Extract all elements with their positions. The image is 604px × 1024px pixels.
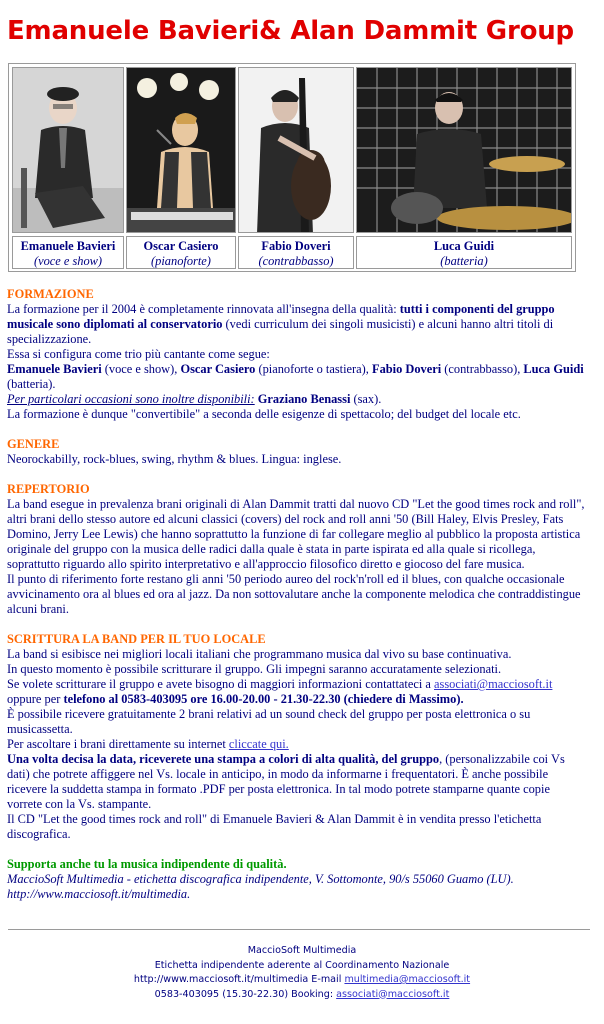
footer-booking-link[interactable]: associati@macciosoft.it [336,988,450,1000]
footer-phone [0,988,604,1003]
member-role: (batteria) [440,254,488,268]
footer-text: http://www.macciosoft.it/multimedia E-mail [133,974,345,985]
footer-tagline: Etichetta indipendente aderente al Coordinamento Nazionale [154,959,450,971]
body-text: Il CD "Let the good times rock and roll" di Emanuele Bavieri & Alan Dammit è in vendita presso l'etichetta discografica. [7,812,542,841]
body-bold: tutti i componenti del gruppo musicale sono diplomati al conservatorio [7,302,555,331]
footer-email-link[interactable]: multimedia@macciosoft.it [344,974,471,985]
member-name: Oscar Casiero [180,362,256,376]
footer [0,944,604,1002]
body-text: oppure per [7,692,64,706]
body-text: (contrabbasso), [441,362,524,376]
member-caption [238,236,354,269]
body-text: In questo momento è possibile scritturare il gruppo. Gli impegni saranno accuratamente selezionati. [7,662,502,676]
member-name: Luca Guidi [523,362,584,376]
member-caption [126,236,236,269]
body-text: Il punto di riferimento forte restano gli anni '50 periodo aureo del rock'n'roll ed il blues, con qualche occasionale avvicinamento ora al blues ed ora al jazz. Da non sottovalutare anche la componente melodica che contraddistingue alcuni brani. [7,572,581,616]
photo-luca-guidi [356,67,572,233]
body-text: Neorockabilly, rock-blues, swing, rhythm & blues. Lingua: inglese. [7,452,342,466]
listen-link[interactable]: cliccate qui. [228,737,289,751]
label-url: http://www.macciosoft.it/multimedia. [7,887,191,901]
footer-label: MaccioSoft Multimedia [247,945,357,956]
body-text: La formazione per il 2004 è completamente rinnovata all'insegna della qualità: [7,302,400,316]
section-heading: REPERTORIO [7,482,90,496]
body-text: La formazione è dunque "convertibile" a seconda delle esigenze di spettacolo; del budget del locale etc. [7,407,521,421]
support-heading: Supporta anche tu la musica indipendente di qualità. [7,857,287,871]
photo-fabio-doveri [238,67,354,233]
member-role: (voce e show) [33,254,103,268]
body-text: La band esegue in prevalenza brani originali di Alan Dammit tratti dal nuovo CD "Let the good times rock and roll", altri brani dello stesso autore ed alcuni classici (covers) del rock and roll anni '50 (Bill Haley, Elvis Presley, Fats Domino, Jerry Lee Lewis) che hanno soprattutto la funzione di far collegare meglio al pubblico la proposta artistica originale del gruppo con la musica delle radici dalla quale è stata in parte ispirata ed alla quale si ricollega, soprattutto riguardo allo spirito interpretativo e all'approccio filosofico diretto e giocoso del fare musica. [7,497,585,571]
page-title: Emanuele Bavieri& Alan Dammit Group [7,16,574,46]
extra-label: Per particolari occasioni sono inoltre disponibili: [7,392,255,406]
body-text: Se volete scritturare il gruppo e avete bisogno di maggiori informazioni contattateci a [7,677,434,691]
photo-emanuele-bavieri [12,67,124,233]
body-text: È possibile ricevere gratuitamente 2 brani relativi ad un sound check del gruppo per posta elettronica o su musicassetta. [7,707,531,736]
footer-divider [8,929,590,930]
member-name: Fabio Doveri [261,239,331,253]
label-address: MaccioSoft Multimedia - etichetta discografica indipendente, V. Sottomonte, 90/s 55060 Guamo (LU). [7,872,514,886]
body-text: (voce e show), [101,362,181,376]
phone-info: telefono al 0583-403095 ore 16.00-20.00 - 21.30-22.30 (chiedere di Massimo). [63,692,464,706]
body-text: (sax). [350,392,382,406]
body-text: Per ascoltare i brani direttamente su internet [7,737,229,751]
member-name: Emanuele Bavieri [20,239,116,253]
main-content [7,287,587,902]
band-photo-table [8,63,576,272]
member-caption [12,236,124,269]
member-caption [356,236,572,269]
body-text: (vedi curriculum dei singoli musicisti) e alcuni hanno altri titoli di specializzazione. [7,317,554,346]
footer-text: 0583-403095 (15.30-22.30) Booking: [154,988,337,1000]
section-heading: FORMAZIONE [7,287,94,301]
body-text: Essa si configura come trio più cantante come segue: [7,347,270,361]
member-name: Graziano Benassi [257,392,351,406]
member-name: Emanuele Bavieri [7,362,102,376]
member-role: (contrabbasso) [258,254,334,268]
section-formazione [7,287,587,422]
body-text: La band si esibisce nei migliori locali italiani che programmano musica dal vivo su base continuativa. [7,647,512,661]
body-text: (batteria). [7,377,56,391]
body-text: , (personalizzabile coi Vs dati) che potrete affiggere nel Vs. locale in anticipo, in modo da informarne i frequentatori. È anche possibile ricevere la suddetta stampa in formato .PDF per posta elettronica. In tal modo potrete stamparne quante copie vorrete con la Vs. stampante. [7,752,565,811]
body-bold: Una volta decisa la data, riceverete una stampa a colori di alta qualità, del gruppo [7,752,440,766]
member-name: Fabio Doveri [372,362,442,376]
footer-contact [0,973,604,988]
body-text: (pianoforte o tastiera), [255,362,372,376]
member-role: (pianoforte) [151,254,211,268]
section-genere [7,437,587,467]
section-heading: GENERE [7,437,60,451]
member-name: Oscar Casiero [143,239,219,253]
section-repertorio [7,482,587,617]
section-support [7,857,587,902]
section-scrittura [7,632,587,842]
booking-email-link[interactable]: associati@macciosoft.it [434,677,553,691]
section-heading: SCRITTURA LA BAND PER IL TUO LOCALE [7,632,266,646]
member-name: Luca Guidi [433,239,495,253]
photo-oscar-casiero [126,67,236,233]
